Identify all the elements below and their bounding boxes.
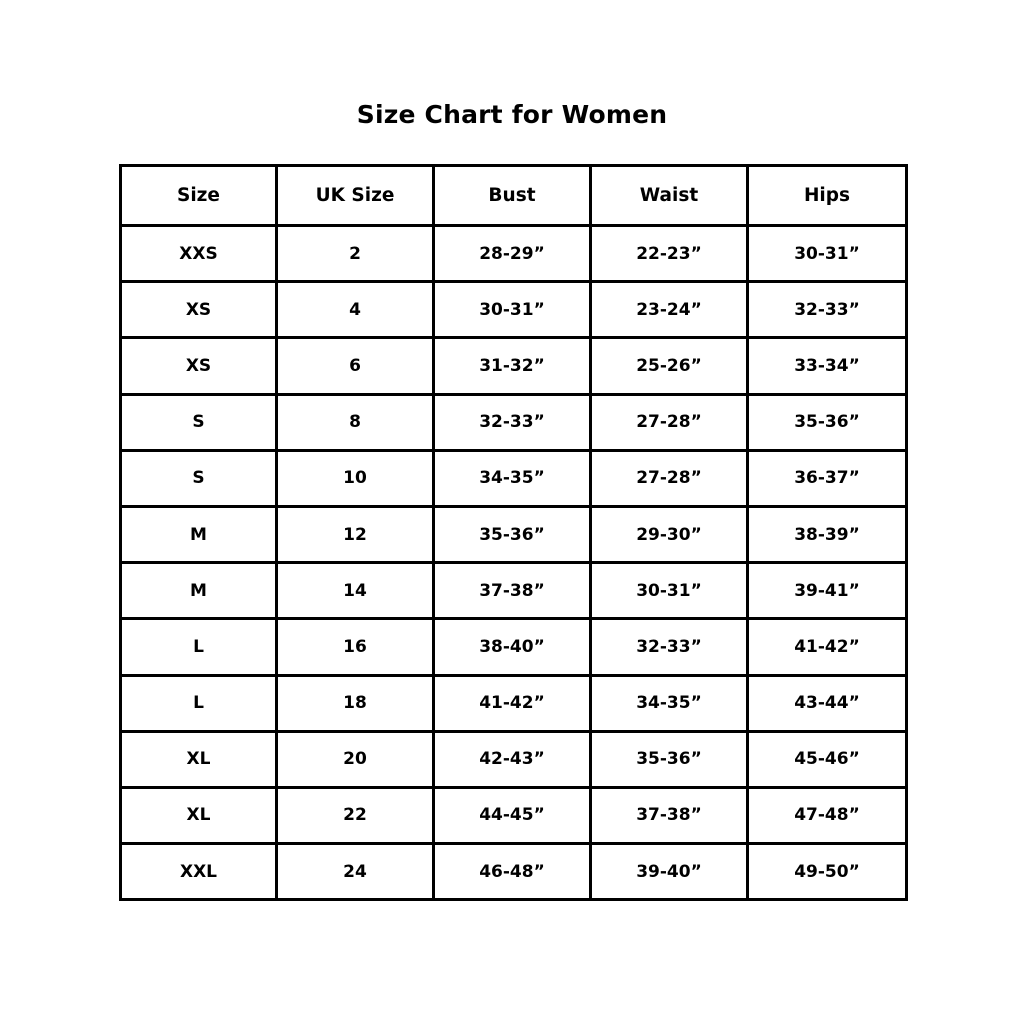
cell-hips: 47-48” <box>748 787 907 843</box>
cell-size: XS <box>121 282 277 338</box>
cell-waist: 32-33” <box>591 619 748 675</box>
cell-uk-size: 8 <box>277 394 434 450</box>
page-title: Size Chart for Women <box>356 100 668 129</box>
size-table-container <box>119 164 905 901</box>
cell-size: M <box>121 506 277 562</box>
cell-uk-size: 22 <box>277 787 434 843</box>
cell-hips: 36-37” <box>748 450 907 506</box>
cell-size: M <box>121 563 277 619</box>
cell-bust: 41-42” <box>434 675 591 731</box>
table-row <box>121 282 907 338</box>
cell-waist: 25-26” <box>591 338 748 394</box>
cell-bust: 34-35” <box>434 450 591 506</box>
cell-waist: 30-31” <box>591 563 748 619</box>
cell-hips: 43-44” <box>748 675 907 731</box>
cell-bust: 35-36” <box>434 506 591 562</box>
cell-waist: 29-30” <box>591 506 748 562</box>
cell-size: XS <box>121 338 277 394</box>
cell-waist: 39-40” <box>591 844 748 900</box>
cell-bust: 31-32” <box>434 338 591 394</box>
cell-bust: 30-31” <box>434 282 591 338</box>
column-header-bust: Bust <box>434 166 591 226</box>
cell-size: L <box>121 619 277 675</box>
cell-waist: 23-24” <box>591 282 748 338</box>
cell-uk-size: 2 <box>277 226 434 282</box>
cell-waist: 37-38” <box>591 787 748 843</box>
cell-bust: 44-45” <box>434 787 591 843</box>
cell-hips: 49-50” <box>748 844 907 900</box>
table-row <box>121 675 907 731</box>
table-row <box>121 731 907 787</box>
cell-uk-size: 20 <box>277 731 434 787</box>
cell-hips: 33-34” <box>748 338 907 394</box>
table-row <box>121 338 907 394</box>
table-row <box>121 450 907 506</box>
cell-size: L <box>121 675 277 731</box>
cell-uk-size: 16 <box>277 619 434 675</box>
cell-size: XL <box>121 731 277 787</box>
cell-size: XL <box>121 787 277 843</box>
cell-hips: 41-42” <box>748 619 907 675</box>
table-row <box>121 394 907 450</box>
cell-bust: 42-43” <box>434 731 591 787</box>
cell-bust: 32-33” <box>434 394 591 450</box>
cell-hips: 32-33” <box>748 282 907 338</box>
cell-uk-size: 18 <box>277 675 434 731</box>
table-row <box>121 563 907 619</box>
cell-bust: 46-48” <box>434 844 591 900</box>
cell-hips: 30-31” <box>748 226 907 282</box>
cell-uk-size: 12 <box>277 506 434 562</box>
table-header <box>121 166 907 226</box>
cell-size: XXL <box>121 844 277 900</box>
table-row <box>121 226 907 282</box>
cell-bust: 38-40” <box>434 619 591 675</box>
cell-uk-size: 4 <box>277 282 434 338</box>
table-row <box>121 787 907 843</box>
cell-hips: 35-36” <box>748 394 907 450</box>
table-row <box>121 506 907 562</box>
table-header-row <box>121 166 907 226</box>
cell-hips: 39-41” <box>748 563 907 619</box>
cell-size: XXS <box>121 226 277 282</box>
table-row <box>121 844 907 900</box>
cell-hips: 45-46” <box>748 731 907 787</box>
column-header-uk-size: UK Size <box>277 166 434 226</box>
cell-waist: 27-28” <box>591 394 748 450</box>
cell-waist: 27-28” <box>591 450 748 506</box>
cell-waist: 22-23” <box>591 226 748 282</box>
cell-bust: 28-29” <box>434 226 591 282</box>
column-header-size: Size <box>121 166 277 226</box>
cell-waist: 35-36” <box>591 731 748 787</box>
cell-waist: 34-35” <box>591 675 748 731</box>
cell-hips: 38-39” <box>748 506 907 562</box>
cell-bust: 37-38” <box>434 563 591 619</box>
cell-size: S <box>121 394 277 450</box>
cell-uk-size: 10 <box>277 450 434 506</box>
cell-uk-size: 24 <box>277 844 434 900</box>
column-header-waist: Waist <box>591 166 748 226</box>
column-header-hips: Hips <box>748 166 907 226</box>
table-body <box>121 226 907 900</box>
size-table <box>119 164 908 901</box>
cell-size: S <box>121 450 277 506</box>
table-row <box>121 619 907 675</box>
cell-uk-size: 14 <box>277 563 434 619</box>
cell-uk-size: 6 <box>277 338 434 394</box>
